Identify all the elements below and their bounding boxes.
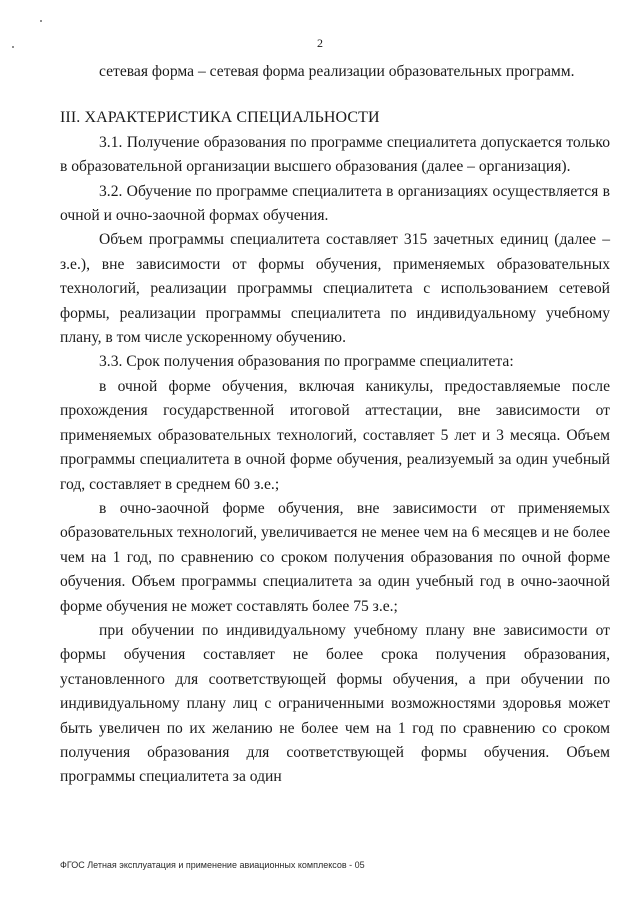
paragraph-part-time: в очно-заочной форме обучения, вне зависимости от применяемых образовательных технологий, увеличивается не менее чем на 6 месяцев и не более чем на 1 год, по сравнению со сроком получения образования по очной форме обучения. Объем программы специалитета за один учебный год в очно-заочной форме обучения не может составлять более 75 з.е.; xyxy=(60,499,610,615)
document-footer: ФГОС Летная эксплуатация и применение авиационных комплексов - 05 xyxy=(60,860,365,870)
paragraph-3-1: 3.1. Получение образования по программе специалитета допускается только в образовательной организации высшего образования (далее – организация). xyxy=(60,133,610,176)
scan-speck xyxy=(40,20,42,22)
paragraph-volume: Объем программы специалитета составляет 315 зачетных единиц (далее – з.е.), вне зависимости от формы обучения, применяемых образовательных технологий, реализации программы специалитета с использованием сетевой формы, реализации программы специалитета по индивидуальному учебному плану, в том числе ускоренному обучению. xyxy=(60,231,610,347)
intro-line: сетевая форма – сетевая форма реализации образовательных программ. xyxy=(99,63,575,80)
paragraph-full-time: в очной форме обучения, включая каникулы, предоставляемые после прохождения государственной итоговой аттестации, вне зависимости от применяемых образовательных технологий, составляет 5 лет и 3 месяца. Объем программы специалитета в очной форме обучения, реализуемый за один учебный год, составляет в среднем 60 з.е.; xyxy=(60,377,610,493)
section-title: III. ХАРАКТЕРИСТИКА СПЕЦИАЛЬНОСТИ xyxy=(60,109,380,127)
paragraph-3-2: 3.2. Обучение по программе специалитета в организациях осуществляется в очной и очно-заочной формах обучения. xyxy=(60,182,610,225)
paragraph-individual-plan: при обучении по индивидуальному учебному плану вне зависимости от формы обучения составляет не более срока получения образования, установленного для соответствующей формы обучения, а при обучении по индивидуальному плану лиц с ограниченными возможностями здоровья может быть увеличен по их желанию не более чем на 1 год по сравнению со сроком получения образования для соответствующей формы обучения. Объем программы специалитета за один xyxy=(60,621,610,786)
page-number: 2 xyxy=(317,36,323,50)
document-body xyxy=(60,60,610,790)
paragraph-3-3: 3.3. Срок получения образования по программе специалитета: xyxy=(99,353,514,371)
